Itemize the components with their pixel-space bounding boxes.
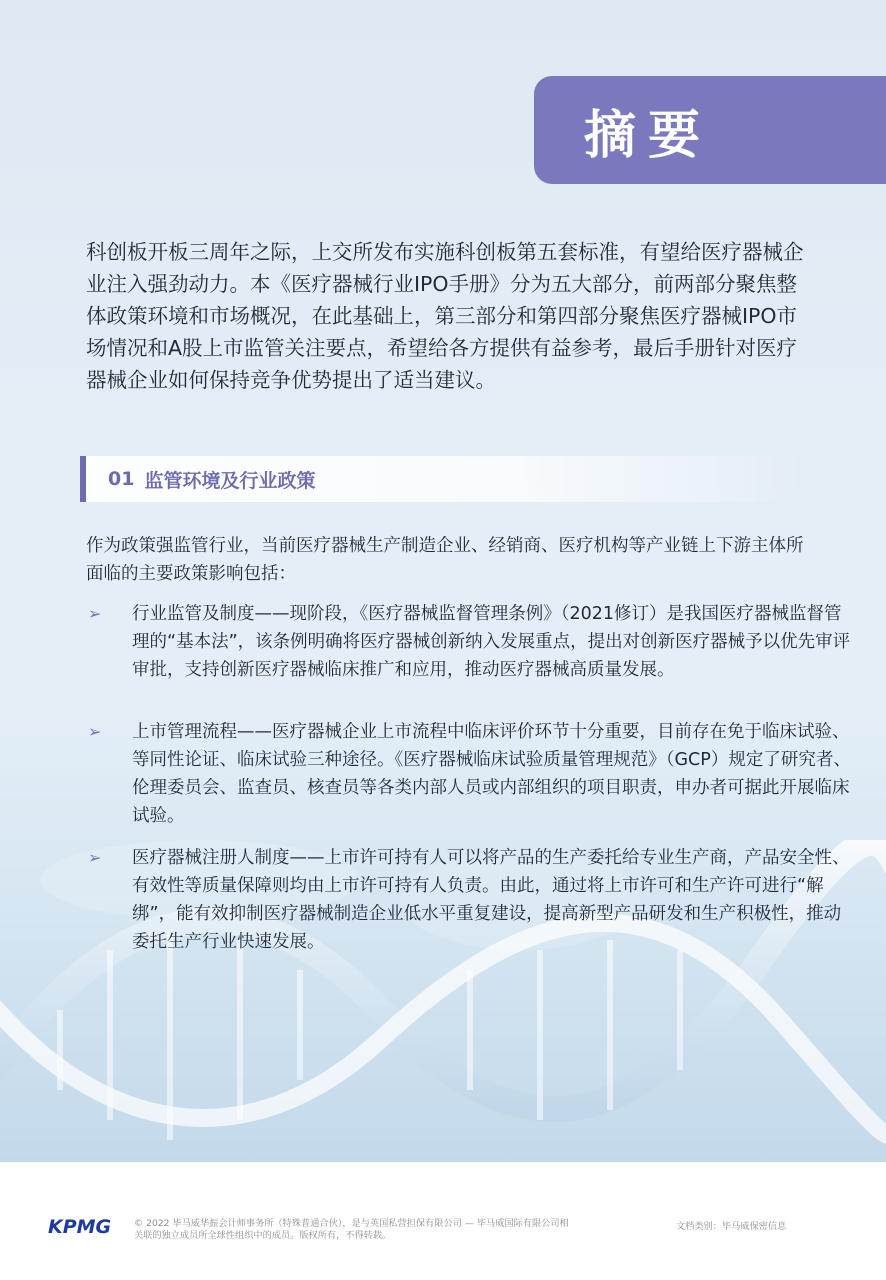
arrow-bullet-icon: ➢ bbox=[88, 722, 102, 741]
section-title: 监管环境及行业政策 bbox=[144, 469, 316, 492]
intro-paragraph: 科创板开板三周年之际，上交所发布实施科创板第五套标准，有望给医疗器械企业注入强劲动力。本《医疗器械行业IPO手册》分为五大部分，前两部分聚焦整体政策环境和市场概况，在此基础上，第三部分和第四部分聚焦医疗器械IPO市场情况和A股上市监管关注要点，希望给各方提供有益参考，最后手册针对医疗器械企业如何保持竞争优势提出了适当建议。 bbox=[86, 240, 804, 392]
arrow-bullet-icon: ➢ bbox=[88, 848, 102, 867]
title-banner bbox=[534, 76, 886, 184]
list-item bbox=[86, 844, 852, 956]
bullet-text: 行业监管及制度——现阶段，《医疗器械监督管理条例》（2021修订）是我国医疗器械监督管理的“基本法”，该条例明确将医疗器械创新纳入发展重点，提出对创新医疗器械予以优先审评审批，支持创新医疗器械临床推广和应用，推动医疗器械高质量发展。 bbox=[132, 604, 851, 680]
kpmg-logo: KPMG bbox=[48, 1216, 112, 1238]
list-item bbox=[86, 600, 852, 684]
page-title: 摘要 bbox=[584, 105, 713, 166]
list-item bbox=[86, 718, 852, 830]
section-number: 01 bbox=[108, 468, 135, 490]
document-classification: 文档类别：毕马威保密信息 bbox=[676, 1221, 787, 1232]
copyright-notice: © 2022 毕马威华振会计师事务所（特殊普通合伙），是与英国私营担保有限公司 — 毕马威国际有限公司相关联的独立成员所全球性组织中的成员。版权所有，不得转载。 bbox=[134, 1218, 569, 1241]
arrow-bullet-icon: ➢ bbox=[88, 604, 102, 623]
section-header bbox=[80, 456, 806, 502]
lead-paragraph: 作为政策强监管行业，当前医疗器械生产制造企业、经销商、医疗机构等产业链上下游主体所面临的主要政策影响包括： bbox=[86, 536, 804, 584]
bullet-text: 上市管理流程——医疗器械企业上市流程中临床评价环节十分重要，目前存在免于临床试验、等同性论证、临床试验三种途径。《医疗器械临床试验质量管理规范》（GCP）规定了研究者、伦理委员会、监查员、核查员等各类内部人员或内部组织的项目职责，申办者可据此开展临床试验。 bbox=[132, 722, 851, 826]
bullet-text: 医疗器械注册人制度——上市许可持有人可以将产品的生产委托给专业生产商，产品安全性、有效性等质量保障则均由上市许可持有人负责。由此，通过将上市许可和生产许可进行“解绑”，能有效抑制医疗器械制造企业低水平重复建设，提高新型产品研发和生产积极性，推动委托生产行业快速发展。 bbox=[132, 848, 850, 952]
